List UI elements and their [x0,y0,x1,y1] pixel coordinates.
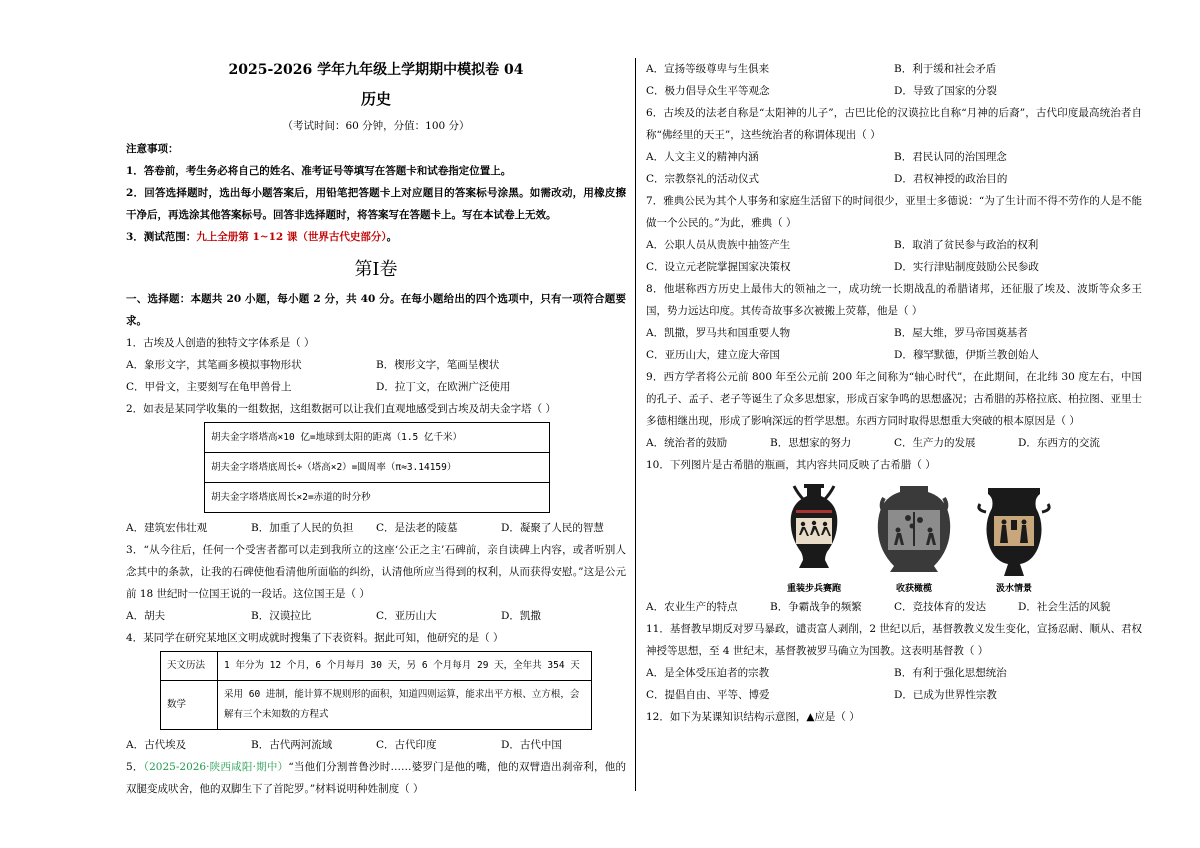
table-cell: 胡夫金字塔塔底周长÷（塔高×2）=圆周率（π≈3.14159） [205,453,550,483]
option-a[interactable]: A．统治者的鼓励 [646,437,728,449]
question-2-stem: 2．如表是某同学收集的一组数据，这组数据可以让我们直观地感受到古埃及胡夫金字塔（ ） [126,403,557,415]
table-cell: 采用 60 进制，能计算不规则形的面积，知道四则运算，能求出平方根、立方根，会解有三个未知数的方程式 [218,681,592,730]
question-11-stem: 11．基督教早期反对罗马暴政，谴责富人剥削，2 世纪以后，基督教教义发生变化，宣扬忍耐、顺从、君权神授等思想，至 4 世纪末，基督教被罗马确立为国教。这表明基督教（ ） [646,623,1142,657]
option-b[interactable]: B．汉谟拉比 [251,610,312,622]
question-1-stem: 1．古埃及人创造的独特文字体系是（ ） [126,337,315,349]
question-5-options [646,58,1142,102]
question-8-options [646,322,1142,366]
option-a[interactable]: A．公职人员从贵族中抽签产生 [646,239,791,251]
note-2: 2．回答选择题时，选出每小题答案后，用铅笔把答题卡上对应题目的答案标号涂黑。如需改动，用橡皮擦干净后，再选涂其他答案标号。回答非选择题时，将答案写在答题卡上。写在本试卷上无效。 [126,187,626,221]
option-c[interactable]: C．极力倡导众生平等观念 [646,85,770,97]
question-9-options [646,432,1142,454]
question-source-tag: （2025-2026·陕西咸阳·期中） [143,761,289,773]
option-c[interactable]: C．古代印度 [376,739,437,751]
option-b[interactable]: B．利于缓和社会矛盾 [894,63,997,75]
table-row [205,483,550,513]
question-2-options [126,517,626,539]
note-3-suffix: 。 [386,231,398,243]
option-a[interactable]: A．人文主义的精神内涵 [646,151,759,163]
vase-hoplite-race [764,480,864,596]
question-1-options [126,354,626,398]
option-b[interactable]: B．屋大维，罗马帝国奠基者 [894,327,1028,339]
option-b[interactable]: B．取消了贫民参与政治的权利 [894,239,1039,251]
option-d[interactable]: D．导致了国家的分裂 [894,85,997,97]
option-d[interactable]: D．实行津贴制度鼓励公民参政 [894,261,1039,273]
option-c[interactable]: C．宗教祭礼的活动仪式 [646,173,760,185]
option-a[interactable]: A．凯撒，罗马共和国重要人物 [646,327,791,339]
option-c[interactable]: C．是法老的陵墓 [376,522,458,534]
option-a[interactable]: A．古代埃及 [126,739,187,751]
note-3-prefix: 3．测试范围： [126,231,197,243]
option-a[interactable]: A．建筑宏伟壮观 [126,522,208,534]
notes-heading: 注意事项： [126,143,179,155]
note-3 [126,226,626,248]
option-c[interactable]: C．生产力的发展 [894,437,976,449]
vase-2-caption: 收获橄榄 [895,584,932,594]
table-cell: 胡夫金字塔塔高×10 亿=地球到太阳的距离（1.5 亿千米） [205,423,550,453]
question-7-stem: 7．雅典公民为其个人事务和家庭生活留下的时间很少，亚里士多德说：“为了生计而不得不劳作的人是不能做一个公民的。”为此，雅典（ ） [646,195,1142,229]
option-b[interactable]: B．楔形文字，笔画呈楔状 [376,359,500,371]
option-d[interactable]: D．君权神授的政治目的 [894,173,1008,185]
table-row [205,453,550,483]
option-a[interactable]: A．农业生产的特点 [646,601,738,613]
question-5-text: “当他们分割普鲁沙时……婆罗门是他的嘴，他的双臂造出刹帝利，他的双腿变成吠舍，他的双脚生下了首陀罗。”材料说明种姓制度（ ） [126,761,626,795]
option-c[interactable]: C．亚历山大，建立庞大帝国 [646,349,781,361]
question-8-stem: 8．他堪称西方历史上最伟大的领袖之一，成功统一长期战乱的希腊诸邦，还征服了埃及、波斯等众多王国，势力远达印度。其传奇故事多次被搬上荧幕，他是（ ） [646,283,1142,317]
option-c[interactable]: C．亚历山大 [376,610,437,622]
question-5-number: 5． [126,761,144,773]
vase-3-caption: 汲水情景 [995,584,1032,594]
question-12-stem: 12．如下为某课知识结构示意图，▲应是（ ） [646,711,860,723]
civilization-table [160,651,592,730]
option-d[interactable]: D．拉丁文，在欧洲广泛使用 [376,381,511,393]
option-d[interactable]: D．古代中国 [501,739,562,751]
option-b[interactable]: B．古代两河流域 [251,739,333,751]
question-5-stem [126,756,626,800]
section-title: 第Ⅰ卷 [354,259,398,280]
section-instructions: 一、选择题：本题共 20 小题，每小题 2 分，共 40 分。在每小题给出的四个选项中，只有一项符合题要求。 [126,293,626,327]
exam-info: （考试时间：60 分钟，分值：100 分） [282,120,470,132]
vase-3-image [974,480,1054,582]
question-6-options [646,146,1142,190]
option-a[interactable]: A．是全体受压迫者的宗教 [646,667,770,679]
question-10-options [646,596,1142,618]
exam-title: 2025-2026 学年九年级上学期期中模拟卷 04 [228,62,524,78]
left-column [126,58,626,800]
option-d[interactable]: D．凯撒 [501,610,541,622]
question-3-stem: 3．“从今往后，任何一个受害者都可以走到我所立的这座‘公正之主’石碑前，亲自读碑上内容，或者听别人念其中的条款，让我的石碑使他看清他所面临的纠纷，认清他所应当得到的权利，从而获得安慰。”这是公元前 18 世纪时一位国王说的一段话。这位国王是（ ） [126,544,626,600]
question-10-stem: 10．下列图片是古希腊的瓶画，其内容共同反映了古希腊（ ） [646,459,936,471]
option-a[interactable]: A．宣扬等级尊卑与生俱来 [646,63,770,75]
question-6-stem: 6．古埃及的法老自称是“太阳神的儿子”，古巴比伦的汉谟拉比自称“月神的后裔”，古代印度最高统治者自称“佛经里的天王”，这些统治者的称谓体现出（ ） [646,107,1142,141]
vase-olive-harvest [864,480,964,596]
option-d[interactable]: D．凝聚了人民的智慧 [501,522,604,534]
option-c[interactable]: C．提倡自由、平等、博爱 [646,689,770,701]
table-row [161,652,592,681]
test-range: 九上全册第 1~12 课（世界古代史部分） [196,231,387,243]
table-cell: 胡夫金字塔塔底周长×2=赤道的时分秒 [205,483,550,513]
vase-2-image [874,480,954,582]
table-row [205,423,550,453]
option-a[interactable]: A．胡夫 [126,610,166,622]
option-d[interactable]: D．社会生活的风貌 [1018,601,1111,613]
vase-drawing-water [964,480,1064,596]
right-column [646,58,1142,728]
table-cell: 1 年分为 12 个月，6 个月每月 30 天，另 6 个月每月 29 天，全年共 354 天 [218,652,592,681]
table-cell: 数学 [161,681,218,730]
option-b[interactable]: B．思想家的努力 [770,437,852,449]
question-4-stem: 4．某同学在研究某地区文明成就时搜集了下表资料。据此可知，他研究的是（ ） [126,632,504,644]
option-d[interactable]: D．东西方的交流 [1018,437,1100,449]
option-c[interactable]: C．甲骨文，主要刻写在龟甲兽骨上 [126,381,292,393]
option-b[interactable]: B．争霸战争的频繁 [770,601,862,613]
question-11-options [646,662,1142,706]
question-3-options [126,605,626,627]
option-d[interactable]: D．穆罕默德，伊斯兰教创始人 [894,349,1039,361]
option-b[interactable]: B．君民认同的治国理念 [894,151,1007,163]
column-divider [635,58,636,791]
vase-1-image [786,480,842,582]
question-4-options [126,734,626,756]
question-7-options [646,234,1142,278]
note-1: 1．答卷前，考生务必将自己的姓名、准考证号等填写在答题卡和试卷指定位置上。 [126,165,512,177]
subject-title: 历史 [360,90,391,108]
table-cell: 天文历法 [161,652,218,681]
vase-1-caption: 重装步兵赛跑 [786,584,841,594]
pyramid-data-table [204,422,550,513]
option-b[interactable]: B．有利于强化思想统治 [894,667,1007,679]
option-c[interactable]: C．设立元老院掌握国家决策权 [646,261,791,273]
option-c[interactable]: C．竞技体育的发达 [894,601,987,613]
option-b[interactable]: B．加重了人民的负担 [251,522,354,534]
option-a[interactable]: A．象形文字，其笔画多模拟事物形状 [126,359,302,371]
option-d[interactable]: D．已成为世界性宗教 [894,689,997,701]
greek-vase-images [764,480,1142,596]
table-row [161,681,592,730]
question-9-stem: 9．西方学者将公元前 800 年至公元前 200 年之间称为“轴心时代”，在此期间，在北纬 30 度左右，中国的孔子、孟子、老子等诞生了众多思想家，形成百家争鸣的思想盛况；古希腊的苏格拉底、柏拉图、亚里士多德相继出现，形成了影响深远的哲学思想。东西方同时取得思想重大突破的根本原因是（ ） [646,371,1142,427]
